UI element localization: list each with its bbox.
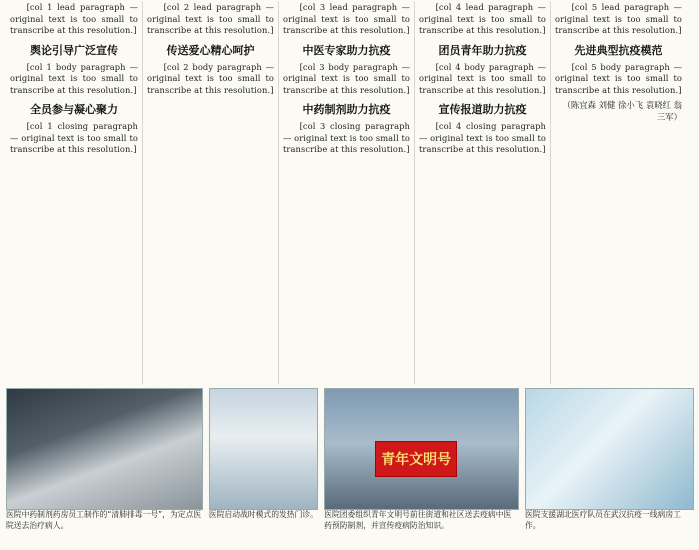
- paragraph: [col 4 closing paragraph — original text is too small to transcribe at this resolution.]: [419, 121, 546, 154]
- photo-image: [209, 388, 318, 510]
- column-5: [550, 2, 686, 384]
- section-heading: 中药制剂助力抗疫: [302, 103, 391, 116]
- column-1: [6, 2, 142, 384]
- section-heading: 舆论引导广泛宣传: [30, 43, 118, 57]
- paragraph: [col 4 body paragraph — original text is too small to transcribe at this resolution.]: [419, 61, 546, 95]
- paragraph: [col 1 body paragraph — original text is too small to transcribe at this resolution.]: [10, 61, 138, 95]
- paragraph: [col 1 closing paragraph — original text is too small to transcribe at this resolution.]: [10, 121, 138, 154]
- section-heading: 团员青年助力抗疫: [438, 43, 527, 57]
- photo-caption: 医院启动战时模式的发热门诊。: [208, 510, 318, 519]
- byline: （陈宜森 刘健 徐小飞 袁晓红 翁三军）: [562, 100, 682, 122]
- article-columns: [6, 2, 694, 384]
- photo-image: [525, 388, 694, 510]
- section-heading: 全员参与凝心聚力: [30, 103, 118, 116]
- photo-4: [525, 388, 694, 546]
- photo-1: [6, 388, 203, 546]
- column-2: [142, 2, 278, 384]
- photo-2: [209, 388, 318, 546]
- section-heading: 先进典型抗疫模范: [574, 43, 663, 57]
- photo-image: [6, 388, 203, 510]
- photo-3: [324, 388, 519, 546]
- section-heading: 宣传报道助力抗疫: [438, 103, 527, 116]
- paragraph: [col 5 lead paragraph — original text is too small to transcribe at this resolution.]: [555, 2, 682, 35]
- photo-caption: 医院支援湖北医疗队员在武汉抗疫一线病房工作。: [525, 510, 681, 530]
- paragraph: [col 1 lead paragraph — original text is too small to transcribe at this resolution.]: [10, 2, 138, 35]
- column-4: [414, 2, 550, 384]
- photo-caption: 医院中药制剂药房员工制作的“清肺排毒一号”，为定点医院送去治疗病人。: [6, 510, 202, 530]
- section-heading: 传送爱心精心呵护: [166, 43, 255, 57]
- youth-banner: 青年文明号: [375, 441, 457, 477]
- photo-caption: 医院团委组织青年文明号前往街道和社区送去疫病中医药预防制剂，并宣传疫病防治知识。: [324, 510, 512, 530]
- photo-image: [324, 388, 519, 510]
- column-3: [278, 2, 414, 384]
- paragraph: [col 3 closing paragraph — original text is too small to transcribe at this resolution.]: [283, 121, 410, 154]
- paragraph: [col 2 body paragraph — original text is too small to transcribe at this resolution.]: [147, 61, 274, 95]
- paragraph: [col 5 body paragraph — original text is too small to transcribe at this resolution.]: [555, 61, 682, 95]
- photo-strip: [6, 388, 694, 546]
- paragraph: [col 3 lead paragraph — original text is too small to transcribe at this resolution.]: [283, 2, 410, 35]
- section-heading: 中医专家助力抗疫: [302, 43, 391, 57]
- paragraph: [col 2 lead paragraph — original text is too small to transcribe at this resolution.]: [147, 2, 274, 35]
- paragraph: [col 4 lead paragraph — original text is too small to transcribe at this resolution.]: [419, 2, 546, 35]
- paragraph: [col 3 body paragraph — original text is too small to transcribe at this resolution.]: [283, 61, 410, 95]
